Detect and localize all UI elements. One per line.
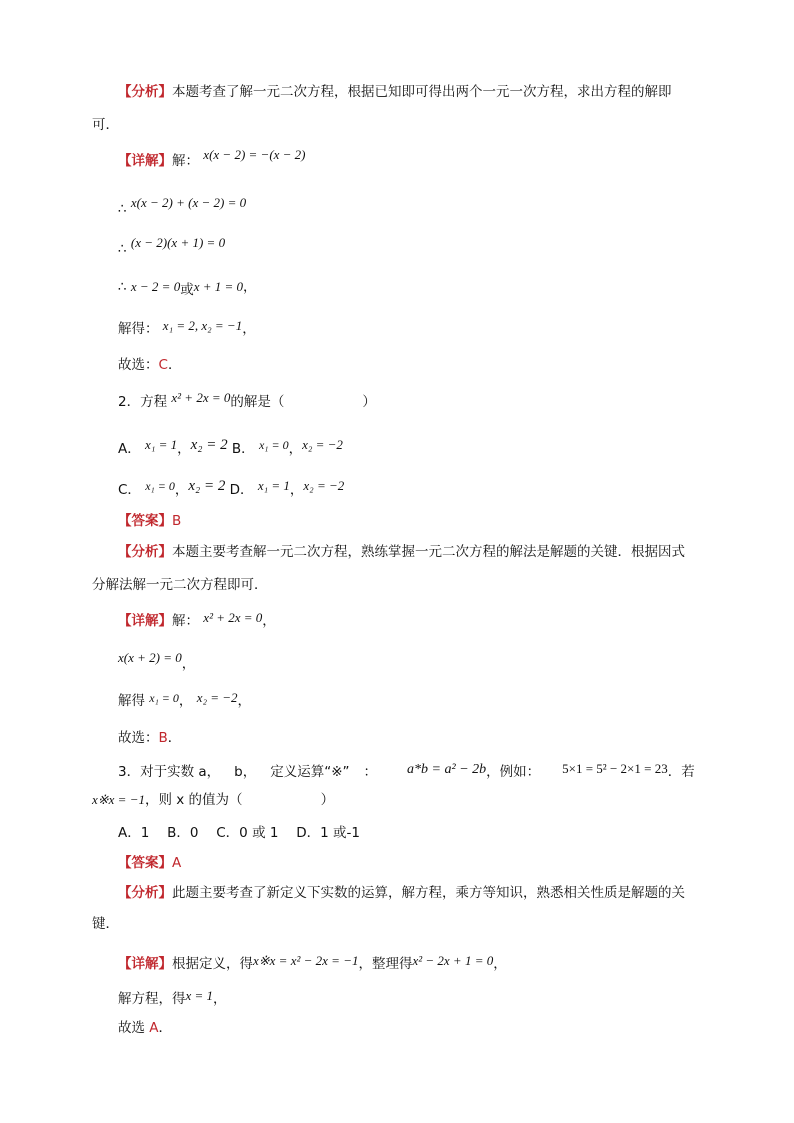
q1-analysis-line2: 可．	[92, 117, 119, 133]
q3-formula: a*b = a² − 2b	[407, 762, 487, 777]
q3-stem-line2: x※x = −1，则 x 的值为（ ）	[92, 792, 335, 808]
q1-step-2: ∴ x(x − 2) + (x − 2) = 0	[118, 195, 247, 217]
detail-tag: 【详解】	[118, 153, 172, 169]
q3-stem-line1: 3．对于实数 a， b， 定义运算“※” ： a*b = a² − 2b，例如： 5×1 = 5² − 2×1 = 23．若	[118, 761, 695, 780]
q3-options: A．1 B．0 C．0 或 1 D．1 或-1	[118, 825, 360, 841]
q1-detail-line: 【详解】解： x(x − 2) = −(x − 2)	[118, 147, 306, 169]
q1-choice: 故选：C．	[118, 357, 182, 373]
q3-answer: 【答案】A	[118, 855, 182, 871]
q2-answer: 【答案】B	[118, 513, 182, 529]
option-c-label: C．	[118, 482, 141, 498]
q3-choice: 故选 A．	[118, 1020, 173, 1036]
q3-analysis-line2: 键．	[92, 916, 119, 932]
q3-analysis-line1: 【分析】此题主要考查了新定义下实数的运算，解方程，乘方等知识，熟悉相关性质是解题的关	[118, 885, 685, 901]
therefore-symbol: ∴	[118, 279, 127, 295]
q1-equation-1: x(x − 2) = −(x − 2)	[203, 147, 306, 162]
q3-example: 5×1 = 5² − 2×1 = 23	[562, 761, 668, 776]
q2-analysis-line1: 【分析】本题主要考查解一元二次方程，熟练掌握一元二次方程的解法是解题的关键．根据因式	[118, 544, 685, 560]
q2-result: 解得 x₁ = 0， x₂ = −2，	[118, 690, 252, 709]
q2-step-2: x(x + 2) = 0，	[118, 650, 196, 672]
q3-solve: 解方程，得x = 1，	[118, 988, 227, 1007]
q1-step-4: ∴ x − 2 = 0或x + 1 = 0，	[118, 279, 257, 298]
q1-analysis-line1: 【分析】本题考查了解一元二次方程，根据已知即可得出两个一元一次方程，求出方程的解即	[118, 84, 672, 100]
analysis-tag: 【分析】	[118, 84, 172, 100]
q2-analysis-line2: 分解法解一元二次方程即可．	[92, 577, 268, 593]
q1-result: 解得： x₁ = 2, x₂ = −1，	[118, 318, 256, 337]
analysis-tag: 【分析】	[118, 885, 172, 901]
q1-step-3: ∴ (x − 2)(x + 1) = 0	[118, 235, 226, 257]
therefore-symbol: ∴	[118, 201, 127, 217]
q2-options-cd: C． x₁ = 0，x₂ = 2 D． x₁ = 1，x₂ = −2	[118, 478, 345, 498]
q2-options-ab: A． x₁ = 1，x₂ = 2 B． x₁ = 0，x₂ = −2	[118, 437, 343, 457]
q2-detail-line: 【详解】解： x² + 2x = 0，	[118, 610, 276, 629]
therefore-symbol: ∴	[118, 241, 127, 257]
detail-tag: 【详解】	[118, 956, 172, 972]
option-d-label: D．	[229, 482, 254, 498]
q2-stem: 2．方程 x² + 2x = 0的解是（ ）	[118, 390, 376, 410]
detail-tag: 【详解】	[118, 613, 172, 629]
option-a-label: A．	[118, 441, 141, 457]
analysis-tag: 【分析】	[118, 544, 172, 560]
answer-tag: 【答案】	[118, 513, 172, 529]
answer-tag: 【答案】	[118, 855, 172, 871]
option-b-label: B．	[231, 441, 255, 457]
q2-choice: 故选：B．	[118, 730, 182, 746]
q3-detail-line: 【详解】根据定义，得x※x = x² − 2x = −1，整理得x² − 2x + 1 = 0，	[118, 953, 507, 972]
